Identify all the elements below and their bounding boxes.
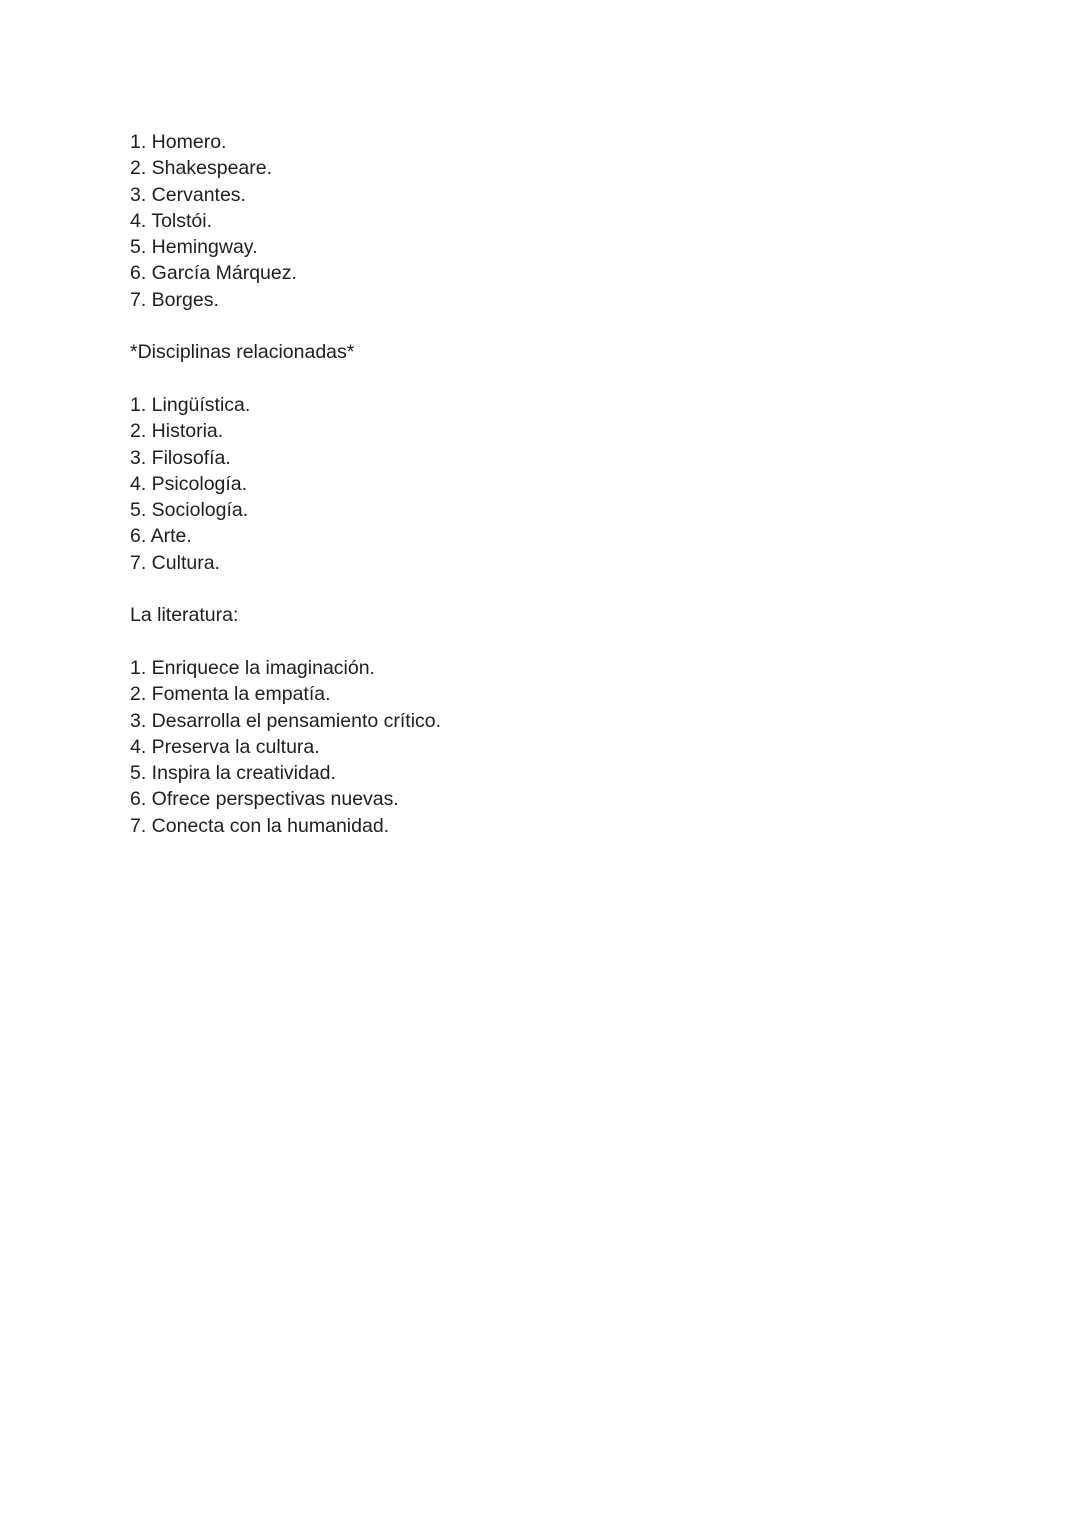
- list-item: 2. Fomenta la empatía.: [130, 683, 331, 706]
- list-item: 5. Inspira la creatividad.: [130, 762, 336, 785]
- list-item: 3. Desarrolla el pensamiento crítico.: [130, 709, 442, 732]
- list-item: 2. Historia.: [130, 420, 224, 443]
- disciplines-list: [130, 392, 990, 576]
- document-page: [130, 129, 990, 839]
- list-item: 2. Shakespeare.: [130, 157, 273, 180]
- spacer: [130, 366, 990, 392]
- list-item: 6. Ofrece perspectivas nuevas.: [130, 788, 399, 811]
- list-item: 3. Filosofía.: [130, 446, 231, 469]
- authors-list: [130, 129, 990, 313]
- list-item: 6. Arte.: [130, 525, 192, 548]
- list-item: 1. Lingüística.: [130, 393, 251, 416]
- list-item: 5. Hemingway.: [130, 236, 258, 259]
- list-item: 1. Enriquece la imaginación.: [130, 656, 375, 679]
- list-item: 7. Cultura.: [130, 551, 220, 574]
- spacer: [130, 629, 990, 655]
- list-item: 7. Borges.: [130, 288, 219, 311]
- list-item: 1. Homero.: [130, 131, 227, 153]
- section-heading-disciplines: *Disciplinas relacionadas*: [130, 341, 355, 364]
- list-item: 6. García Márquez.: [130, 262, 297, 285]
- list-item: 3. Cervantes.: [130, 183, 246, 206]
- list-item: 4. Preserva la cultura.: [130, 735, 320, 758]
- literature-list: [130, 655, 990, 839]
- spacer: [130, 576, 990, 602]
- section-heading-literature: La literatura:: [130, 604, 239, 627]
- list-item: 5. Sociología.: [130, 499, 249, 522]
- spacer: [130, 313, 990, 339]
- list-item: 4. Psicología.: [130, 472, 248, 495]
- list-item: 7. Conecta con la humanidad.: [130, 814, 390, 837]
- list-item: 4. Tolstói.: [130, 209, 213, 232]
